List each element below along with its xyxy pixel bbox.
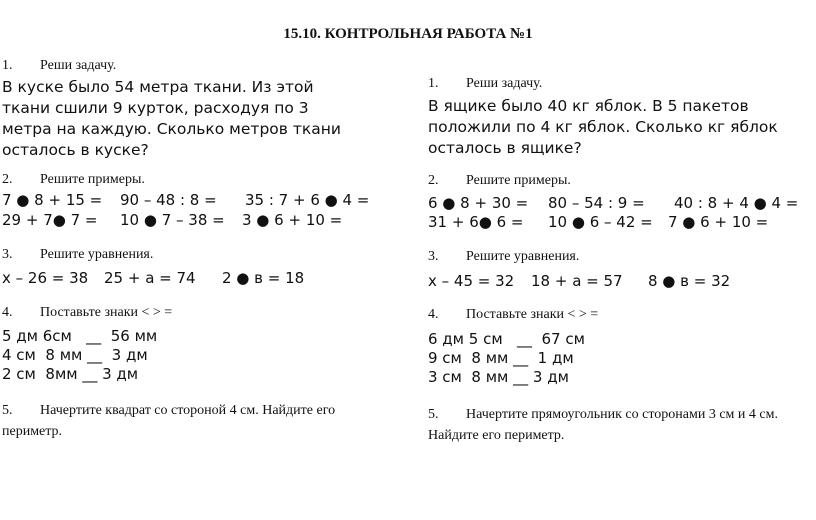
task4-line: 3 см 8 мм __ 3 дм [428, 368, 569, 386]
task1-text: В куске было 54 метра ткани. Из этой ткани сшили 9 курток, расходуя по 3 метра на каждую. Сколько метров ткани осталось в куске? [2, 78, 341, 159]
example: 80 – 54 : 9 = [548, 194, 645, 212]
example: 7 ● 6 + 10 = [668, 213, 769, 231]
task2-heading: 2. Решите примеры. [2, 172, 145, 187]
equation: 8 ● в = 32 [648, 272, 731, 290]
page-title: 15.10. КОНТРОЛЬНАЯ РАБОТА №1 [283, 26, 533, 42]
example: 31 + 6● 6 = [428, 213, 524, 231]
task4-heading: 4. Поставьте знаки < > = [2, 305, 173, 320]
equation: 25 + а = 74 [104, 269, 196, 287]
task4-line: 2 см 8мм __ 3 дм [2, 365, 139, 383]
task4-line: 6 дм 5 см __ 67 см [428, 330, 585, 348]
equation: 2 ● в = 18 [222, 269, 305, 287]
task3-equations [2, 268, 304, 288]
example: 90 – 48 : 8 = [120, 191, 217, 209]
example: 40 : 8 + 4 ● 4 = [674, 194, 799, 212]
variant-right [408, 0, 816, 520]
task3-heading: 3. Решите уравнения. [428, 249, 580, 264]
task2-heading: 2. Решите примеры. [428, 173, 571, 188]
task1-heading: 1. Реши задачу. [428, 76, 543, 91]
example: 6 ● 8 + 30 = [428, 194, 529, 212]
example: 3 ● 6 + 10 = [242, 211, 343, 229]
task4-line: 4 см 8 мм __ 3 дм [2, 346, 148, 364]
equation: х – 45 = 32 [428, 272, 515, 290]
task3-equations [428, 271, 730, 291]
task3-heading: 3. Решите уравнения. [2, 247, 154, 262]
equation: х – 26 = 38 [2, 269, 89, 287]
task5-text: 5. Начертите квадрат со стороной 4 см. Найдите его периметр. [2, 403, 336, 439]
task4-heading: 4. Поставьте знаки < > = [428, 307, 599, 322]
task2-row2 [428, 212, 768, 232]
task2-row2 [2, 210, 342, 230]
example: 7 ● 8 + 15 = [2, 191, 103, 209]
example: 29 + 7● 7 = [2, 211, 98, 229]
task4-line: 5 дм 6см __ 56 мм [2, 327, 158, 345]
task1-heading: 1. Реши задачу. [2, 58, 117, 73]
equation: 18 + а = 57 [531, 272, 623, 290]
example: 10 ● 7 – 38 = [120, 211, 225, 229]
example: 35 : 7 + 6 ● 4 = [245, 191, 370, 209]
task2-row1 [428, 193, 798, 213]
task5-text: 5. Начертите прямоугольник со сторонами 3 см и 4 см. Найдите его периметр. [428, 407, 778, 443]
task2-row1 [2, 190, 369, 210]
task1-text: В ящике было 40 кг яблок. В 5 пакетов положили по 4 кг яблок. Сколько кг яблок осталось в ящике? [428, 97, 778, 157]
example: 10 ● 6 – 42 = [548, 213, 653, 231]
task4-line: 9 см 8 мм __ 1 дм [428, 349, 574, 367]
